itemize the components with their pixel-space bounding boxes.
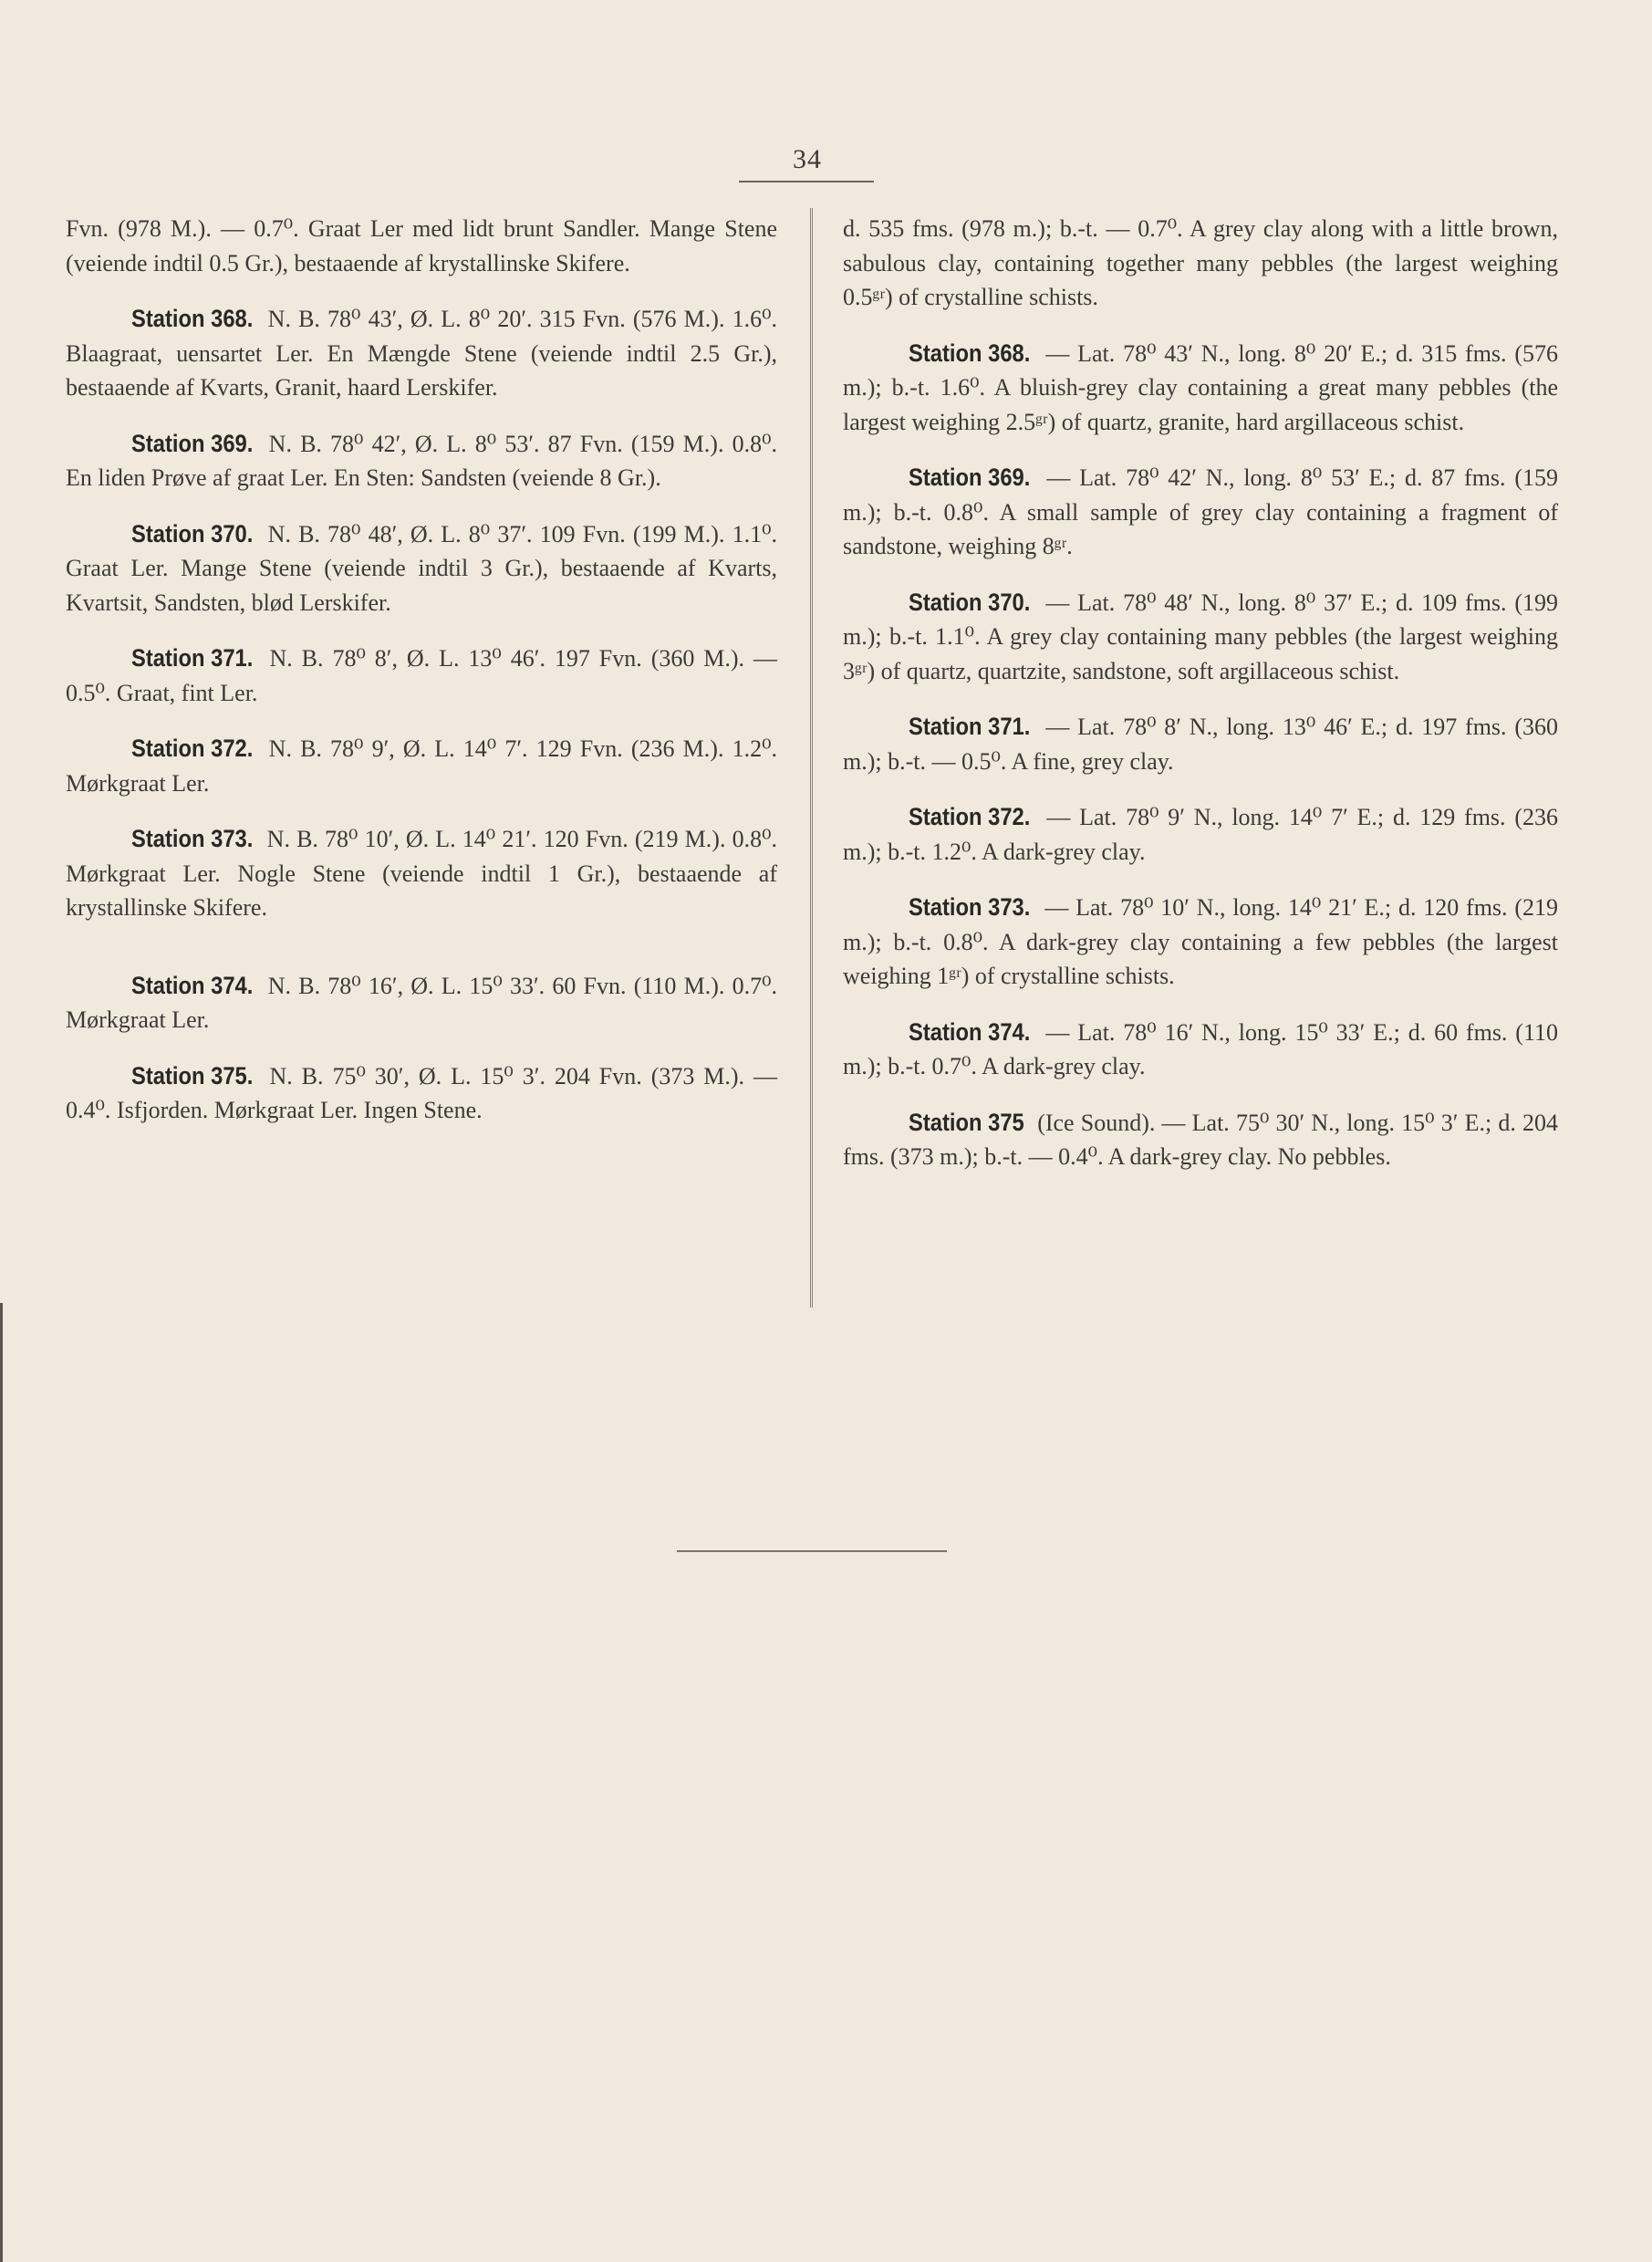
- station-label: Station 368.: [909, 339, 1031, 367]
- station-label: Station 374.: [909, 1017, 1031, 1046]
- left-column: [66, 212, 777, 1128]
- left-entry-station-370: [66, 517, 777, 620]
- entry-text: N. B. 78⁰ 9′, Ø. L. 14⁰ 7′. 129 Fvn. (236 M.). 1.2⁰. Mørkgraat Ler.: [66, 735, 777, 797]
- footer-rule: [677, 1550, 947, 1552]
- entry-text: — Lat. 78⁰ 43′ N., long. 8⁰ 20′ E.; d. 315 fms. (576 m.); b.-t. 1.6⁰. A bluish-grey clay containing a great many pebbles (the largest weighing 2.5ᵍʳ) of quartz, granite, hard argillaceous schist.: [843, 339, 1558, 435]
- right-entry-station-373: [843, 891, 1558, 994]
- station-label: Station 373.: [131, 825, 254, 852]
- left-entry-station-369: [66, 427, 777, 495]
- left-entry-station-373: [66, 822, 777, 925]
- entry-text: — Lat. 78⁰ 9′ N., long. 14⁰ 7′ E.; d. 129 fms. (236 m.); b.-t. 1.2⁰. A dark-grey clay.: [843, 804, 1558, 865]
- station-label: Station 369.: [131, 429, 254, 457]
- right-entry-station-369: [843, 461, 1558, 564]
- station-label: Station 370.: [909, 588, 1031, 616]
- entry-text: d. 535 fms. (978 m.); b.-t. — 0.7⁰. A grey clay along with a little brown, sabulous clay, containing together many pebbles (the largest weighing 0.5ᵍʳ) of crystalline schists.: [843, 215, 1558, 310]
- left-entry-station-374: [66, 969, 777, 1037]
- page-edge-shadow: [0, 1303, 3, 2262]
- entry-text: N. B. 78⁰ 43′, Ø. L. 8⁰ 20′. 315 Fvn. (576 M.). 1.6⁰. Blaagraat, uensartet Ler. En Mængde Stene (veiende indtil 2.5 Gr.), bestaaende af Kvarts, Granit, haard Lerskifer.: [66, 306, 777, 401]
- header-rule: [739, 181, 874, 182]
- left-entry-station-371: [66, 641, 777, 710]
- station-label: Station 375.: [131, 1061, 254, 1089]
- station-label: Station 372.: [909, 803, 1031, 830]
- entry-text: N. B. 78⁰ 16′, Ø. L. 15⁰ 33′. 60 Fvn. (110 M.). 0.7⁰. Mørkgraat Ler.: [66, 972, 777, 1033]
- entry-text: N. B. 78⁰ 42′, Ø. L. 8⁰ 53′. 87 Fvn. (159 M.). 0.8⁰. En liden Prøve af graat Ler. En Sten: Sandsten (veiende 8 Gr.).: [66, 430, 777, 491]
- entry-text: — Lat. 78⁰ 8′ N., long. 13⁰ 46′ E.; d. 197 fms. (360 m.); b.-t. — 0.5⁰. A fine, grey clay.: [843, 714, 1558, 775]
- station-label: Station 368.: [131, 305, 254, 332]
- right-column: [843, 212, 1558, 1174]
- right-entry-station-368: [843, 337, 1558, 440]
- left-entry-station-368: [66, 302, 777, 405]
- entry-text: — Lat. 78⁰ 16′ N., long. 15⁰ 33′ E.; d. 60 fms. (110 m.); b.-t. 0.7⁰. A dark-grey clay.: [843, 1018, 1558, 1079]
- station-label: Station 371.: [131, 644, 254, 672]
- left-entry-station-375: [66, 1059, 777, 1128]
- left-entry-continuation: [66, 212, 777, 280]
- right-entry-station-375: [843, 1106, 1558, 1174]
- station-label: Station 374.: [131, 971, 254, 999]
- entry-text: N. B. 78⁰ 8′, Ø. L. 13⁰ 46′. 197 Fvn. (360 M.). — 0.5⁰. Graat, fint Ler.: [66, 645, 777, 706]
- station-label: Station 375: [909, 1108, 1024, 1136]
- entry-text: N. B. 78⁰ 48′, Ø. L. 8⁰ 37′. 109 Fvn. (199 M.). 1.1⁰. Graat Ler. Mange Stene (veiende indtil 3 Gr.), bestaaende af Kvarts, Kvartsit, Sandsten, blød Lerskifer.: [66, 520, 777, 616]
- station-label: Station 371.: [909, 713, 1031, 740]
- left-entry-station-372: [66, 732, 777, 800]
- station-label: Station 372.: [131, 735, 254, 762]
- entry-text: N. B. 75⁰ 30′, Ø. L. 15⁰ 3′. 204 Fvn. (373 M.). — 0.4⁰. Isfjorden. Mørkgraat Ler. Ingen Stene.: [66, 1062, 777, 1123]
- right-entry-continuation: [843, 212, 1558, 315]
- right-entry-station-374: [843, 1016, 1558, 1084]
- entry-text: Fvn. (978 M.). — 0.7⁰. Graat Ler med lidt brunt Sandler. Mange Stene (veiende indtil 0.5 Gr.), bestaaende af krystallinske Skifere.: [66, 215, 777, 276]
- station-label: Station 373.: [909, 893, 1031, 921]
- entry-text: (Ice Sound). — Lat. 75⁰ 30′ N., long. 15⁰ 3′ E.; d. 204 fms. (373 m.); b.-t. — 0.4⁰. A dark-grey clay. No pebbles.: [843, 1109, 1558, 1170]
- entry-text: — Lat. 78⁰ 48′ N., long. 8⁰ 37′ E.; d. 109 fms. (199 m.); b.-t. 1.1⁰. A grey clay containing many pebbles (the largest weighing 3ᵍʳ) of quartz, quartzite, sandstone, soft argillaceous schist.: [843, 589, 1558, 684]
- entry-text: N. B. 78⁰ 10′, Ø. L. 14⁰ 21′. 120 Fvn. (219 M.). 0.8⁰. Mørkgraat Ler. Nogle Stene (veiende indtil 1 Gr.), bestaaende af krystallinske Skifere.: [66, 826, 777, 921]
- station-label: Station 369.: [909, 464, 1031, 491]
- entry-text: — Lat. 78⁰ 42′ N., long. 8⁰ 53′ E.; d. 87 fms. (159 m.); b.-t. 0.8⁰. A small sample of grey clay containing a fragment of sandstone, weighing 8ᵍʳ.: [843, 464, 1558, 559]
- right-entry-station-372: [843, 800, 1558, 869]
- entry-text: — Lat. 78⁰ 10′ N., long. 14⁰ 21′ E.; d. 120 fms. (219 m.); b.-t. 0.8⁰. A dark-grey clay containing a few pebbles (the largest weighing 1ᵍʳ) of crystalline schists.: [843, 894, 1558, 989]
- station-label: Station 370.: [131, 519, 254, 547]
- column-divider: [810, 208, 813, 1308]
- page-number: 34: [793, 144, 822, 174]
- right-entry-station-371: [843, 710, 1558, 778]
- right-entry-station-370: [843, 586, 1558, 689]
